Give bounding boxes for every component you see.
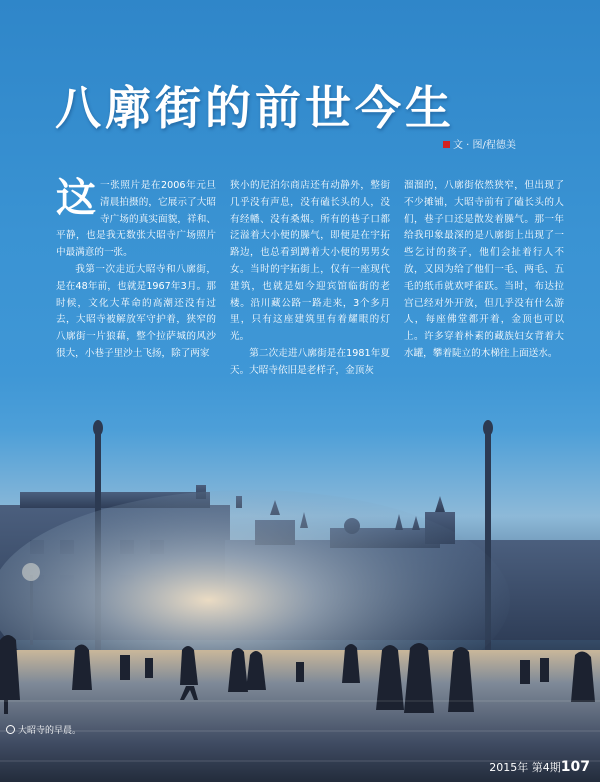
paragraph: 第二次走进八廓街是在1981年夏天。大昭寺依旧是老样子，金顶灰: [230, 347, 390, 376]
article-title: 八廓街的前世今生: [55, 81, 455, 135]
page-footer: [489, 759, 590, 775]
paragraph: 我第一次走近大昭寺和八廓街，是在48年前，也就是1967年3月。那时候，文化大革命的高潮还没有过去，大昭寺被解放军守护着，狭窄的八廓街一片狼藉，整个拉萨城的风沙很大，小巷子里沙土飞扬，除了两家: [56, 263, 216, 359]
article-byline: [443, 136, 516, 151]
red-square-icon: [443, 141, 450, 148]
drop-cap: 这: [56, 174, 96, 221]
circle-bullet-icon: [6, 725, 15, 734]
page-number: 107: [560, 759, 590, 775]
text-column-2: [230, 178, 390, 380]
paragraph-text: 一张照片是在2006年元旦清晨拍摄的，它展示了大昭寺广场的真实面貌，祥和、平静，也是我无数张大昭寺广场照片中最满意的一张。: [56, 180, 216, 259]
paragraph: 狭小的尼泊尔商店还有动静外，整街几乎没有声息，没有磕长头的人，没有经幡、没有桑烟。所有的巷子口都泛溢着大小便的臊气，即便是在宇拓路边，也总看到蹲着大小便的男男女女。当时的宇拓街上，仅有一座现代建筑，也就是如今迎宾馆临街的老楼。沿川藏公路一路走来，3个多月里，只有这座建筑里有着耀眼的灯光。: [230, 180, 390, 343]
text-column-3: [404, 178, 564, 363]
issue-label: 2015年 第4期: [489, 761, 561, 774]
byline-text: 文 · 图/程德美: [453, 140, 516, 151]
text-column-1: [56, 174, 216, 363]
caption-text: 大昭寺的早晨。: [18, 726, 82, 736]
paragraph: [56, 174, 216, 262]
photo-caption: [6, 723, 81, 736]
paragraph: 溜溜的，八廓街依然狭窄，但出现了不少摊铺，大昭寺前有了磕长头的人们，巷子口还是散发着臊气。那一年给我印象最深的是八廓街上出现了一些乞讨的孩子，他们会扯着行人不放，又因为给了他们一毛、两毛、五毛的纸币就欢呼雀跃。当时，布达拉宫已经对外开放，但几乎没有什么游人，每座佛堂都开着，金顶也可以上。许多穿着朴素的藏族妇女背着大水罐，攀着陡立的木梯往上面送水。: [404, 180, 564, 359]
